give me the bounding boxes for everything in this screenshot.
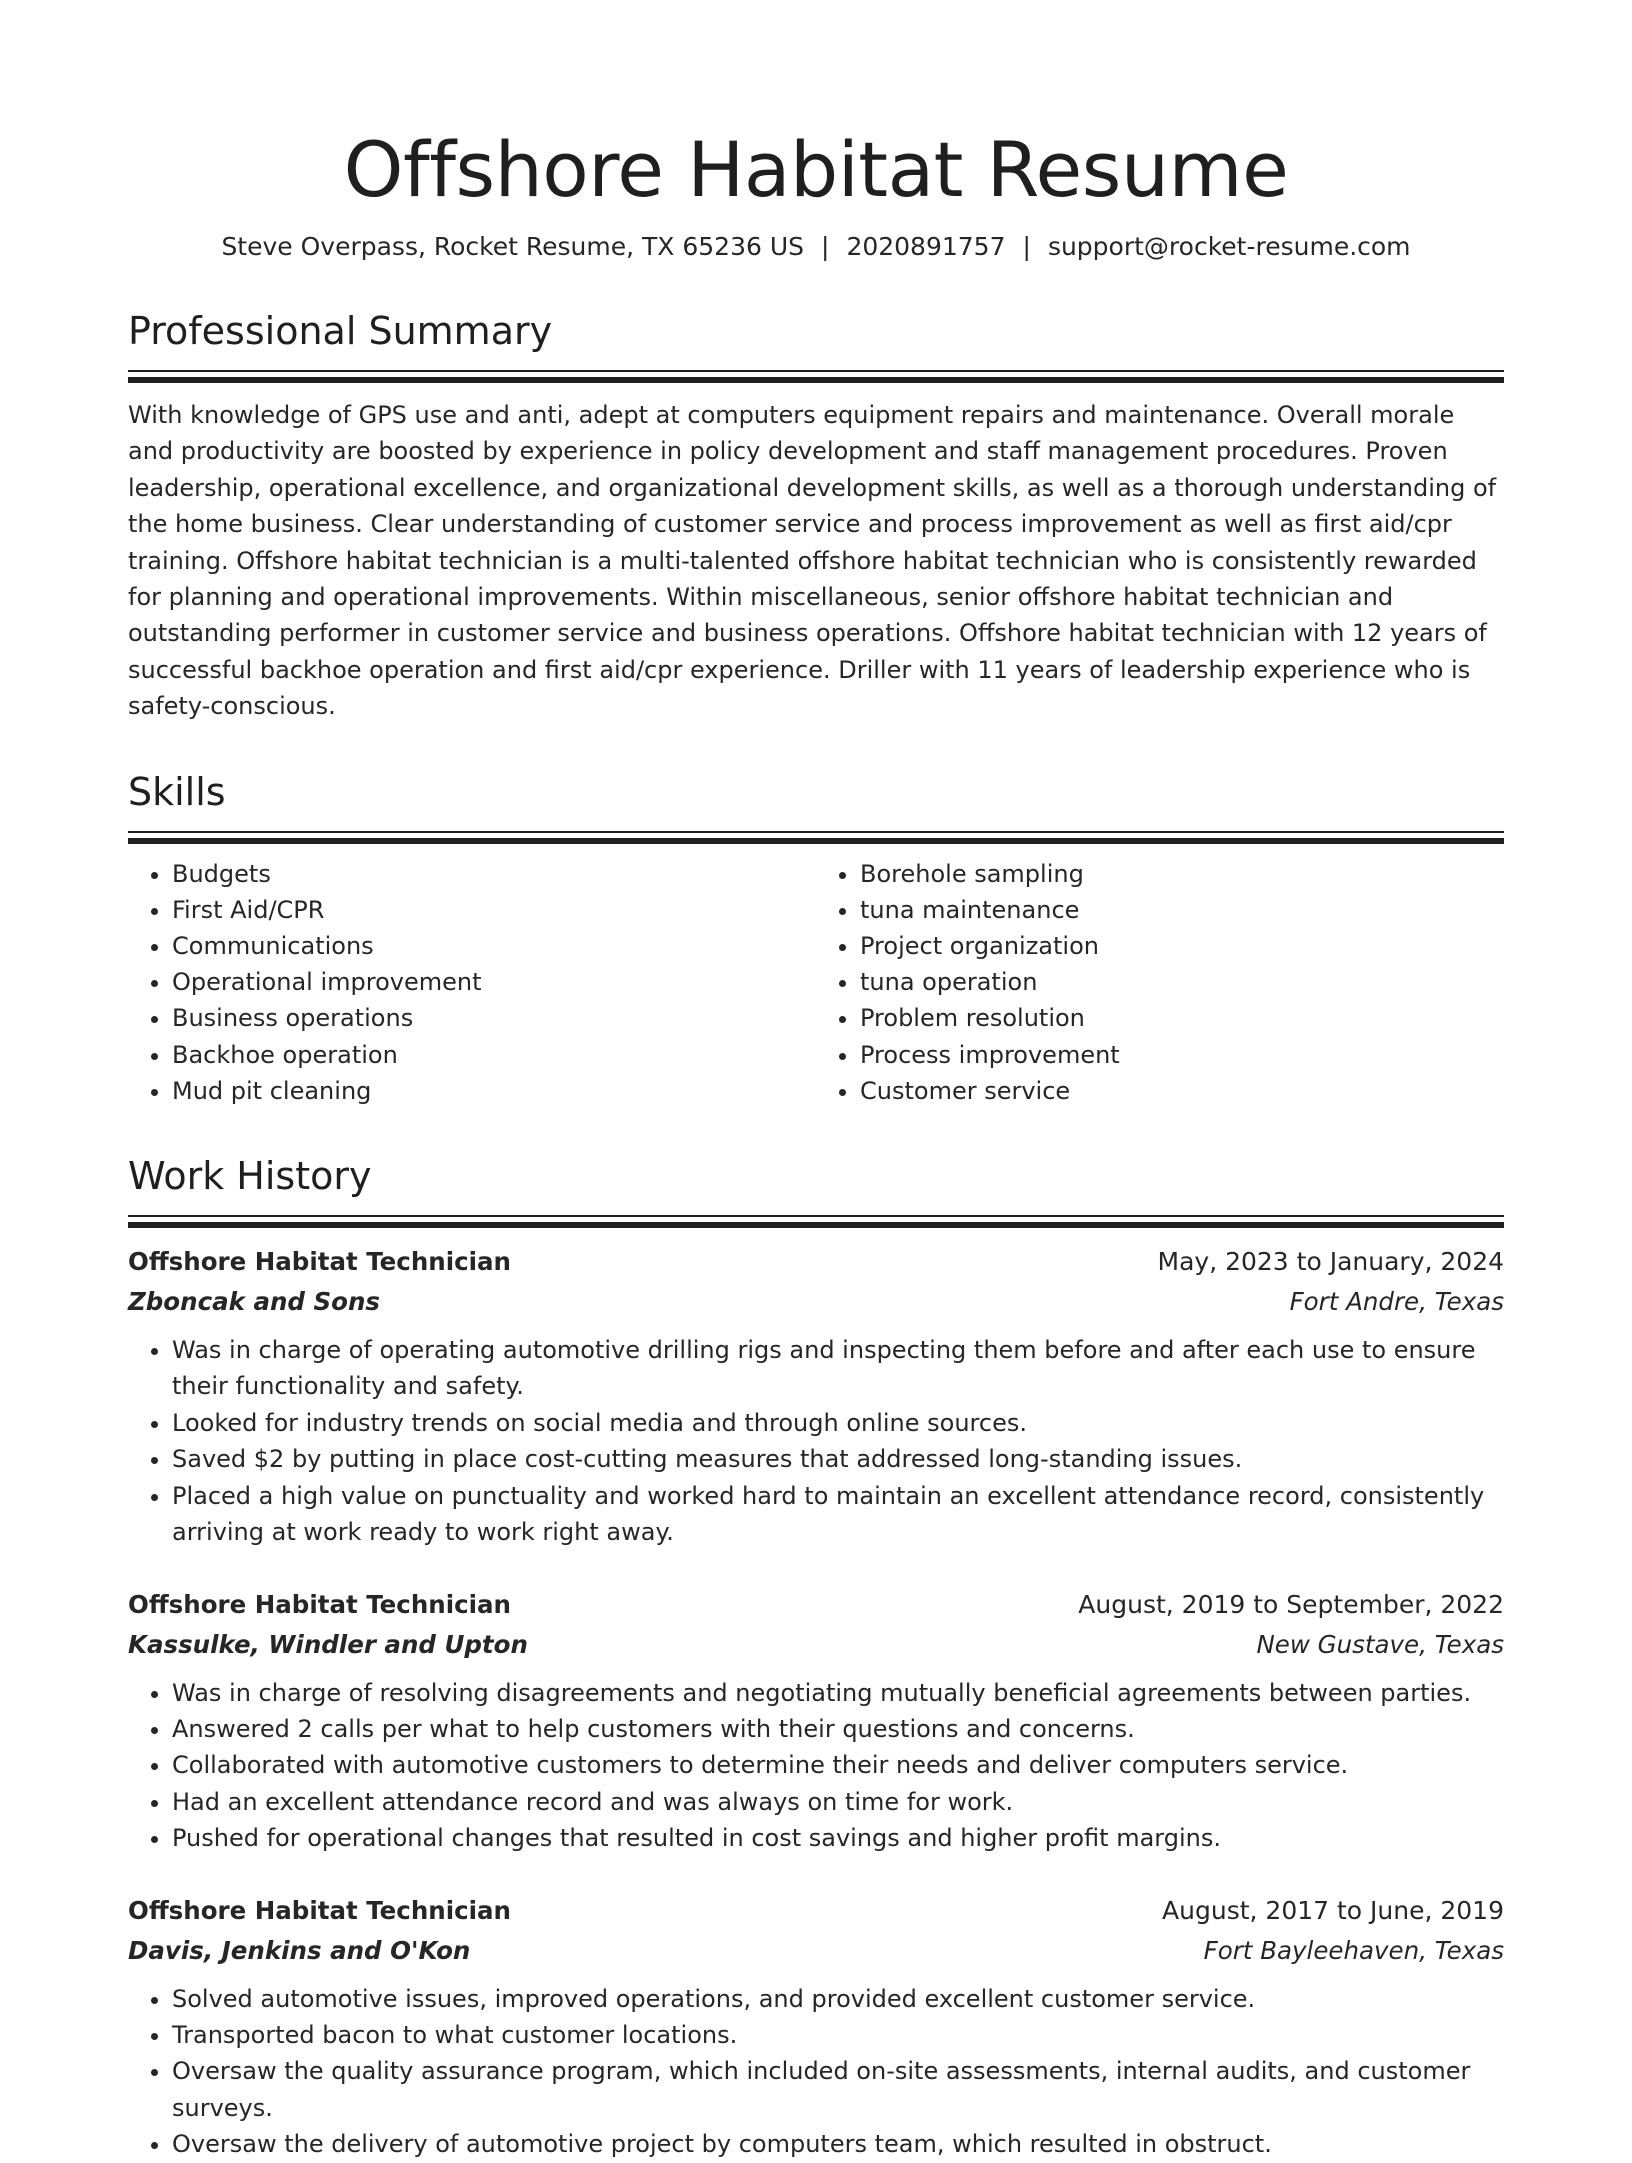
- skill-item: • Borehole sampling: [860, 856, 1504, 892]
- skill-item: • tuna operation: [860, 964, 1504, 1000]
- skill-item: • Operational improvement: [172, 964, 816, 1000]
- section-heading-skills: Skills: [128, 769, 226, 814]
- contact-email: support@rocket-resume.com: [1047, 232, 1411, 261]
- contact-separator: |: [1022, 232, 1031, 261]
- work-history-section: [128, 1153, 1504, 2163]
- job-bullet: • Saved $2 by putting in place cost-cutting measures that addressed long-standing issues.: [172, 1441, 1504, 1477]
- job-bullet: • Was in charge of operating automotive drilling rigs and inspecting them before and after each use to ensure their functionality and safety.: [172, 1332, 1504, 1405]
- section-divider: [128, 370, 1504, 383]
- contact-phone: 2020891757: [846, 232, 1006, 261]
- skill-item: • First Aid/CPR: [172, 892, 816, 928]
- section-divider: [128, 1215, 1504, 1228]
- job-entry: [128, 1585, 1504, 1857]
- job-bullet: • Oversaw the delivery of automotive project by computers team, which resulted in obstruct.: [172, 2126, 1504, 2162]
- skills-grid: [128, 856, 1504, 1109]
- skill-item: • Customer service: [860, 1073, 1504, 1109]
- section-heading-summary: Professional Summary: [128, 309, 553, 353]
- skill-item: • Project organization: [860, 928, 1504, 964]
- job-bullet: • Placed a high value on punctuality and worked hard to maintain an excellent attendance record, consistently arriving at work ready to work right away.: [172, 1478, 1504, 1551]
- job-bullet: • Collaborated with automotive customers to determine their needs and deliver computers service.: [172, 1747, 1504, 1783]
- job-location: Fort Andre, Texas: [1289, 1287, 1504, 1317]
- job-bullet: • Oversaw the quality assurance program, which included on-site assessments, internal audits, and customer surveys.: [172, 2053, 1504, 2126]
- job-bullets: [128, 1675, 1504, 1857]
- job-location: New Gustave, Texas: [1256, 1629, 1504, 1659]
- job-dates: August, 2019 to September, 2022: [1078, 1589, 1504, 1619]
- skills-column-right: [816, 856, 1504, 1109]
- job-title: Offshore Habitat Technician: [128, 1589, 511, 1619]
- skill-item: • Mud pit cleaning: [172, 1073, 816, 1109]
- contact-separator: |: [821, 232, 830, 261]
- job-title: Offshore Habitat Technician: [128, 1247, 511, 1277]
- job-bullet: • Answered 2 calls per what to help customers with their questions and concerns.: [172, 1711, 1504, 1747]
- skill-item: • Business operations: [172, 1000, 816, 1036]
- job-location: Fort Bayleehaven, Texas: [1203, 1935, 1504, 1965]
- job-bullets: [128, 1332, 1504, 1550]
- job-employer: Davis, Jenkins and O'Kon: [128, 1935, 471, 1965]
- job-bullet: • Pushed for operational changes that resulted in cost savings and higher profit margins.: [172, 1820, 1504, 1856]
- resume-title: Offshore Habitat Resume: [343, 125, 1289, 214]
- skills-column-left: [128, 856, 816, 1109]
- job-bullets: [128, 1981, 1504, 2163]
- job-entry: [128, 1242, 1504, 1550]
- skill-item: • Process improvement: [860, 1037, 1504, 1073]
- job-employer: Zboncak and Sons: [128, 1287, 380, 1317]
- skill-item: • Budgets: [172, 856, 816, 892]
- skills-section: [128, 769, 1504, 1109]
- job-header-row: [128, 1242, 1504, 1282]
- section-heading-work-history: Work History: [128, 1154, 372, 1199]
- skill-item: • Problem resolution: [860, 1000, 1504, 1036]
- job-bullet: • Looked for industry trends on social media and through online sources.: [172, 1405, 1504, 1441]
- job-dates: May, 2023 to January, 2024: [1157, 1247, 1504, 1277]
- skill-item: • Communications: [172, 928, 816, 964]
- contact-address: Steve Overpass, Rocket Resume, TX 65236 US: [221, 232, 804, 261]
- summary-section: [128, 308, 1504, 725]
- summary-text: With knowledge of GPS use and anti, adept at computers equipment repairs and maintenance. Overall morale and productivity are boosted by experience in policy development and staff management procedures. Proven leadership, operational excellence, and organizational development skills, as well as a thorough understanding of the home business. Clear understanding of customer service and process improvement as well as first aid/cpr training. Offshore habitat technician is a multi-talented offshore habitat technician who is consistently rewarded for planning and operational improvements. Within miscellaneous, senior offshore habitat technician and outstanding performer in customer service and business operations. Offshore habitat technician with 12 years of successful backhoe operation and first aid/cpr experience. Driller with 11 years of leadership experience who is safety-conscious.: [128, 401, 1497, 721]
- job-dates: August, 2017 to June, 2019: [1162, 1895, 1504, 1925]
- skill-item: • tuna maintenance: [860, 892, 1504, 928]
- job-bullet: • Was in charge of resolving disagreements and negotiating mutually beneficial agreements between parties.: [172, 1675, 1504, 1711]
- job-employer-row: [128, 1282, 1504, 1322]
- job-employer-row: [128, 1931, 1504, 1971]
- job-header-row: [128, 1585, 1504, 1625]
- job-bullet: • Transported bacon to what customer locations.: [172, 2017, 1504, 2053]
- skill-item: • Backhoe operation: [172, 1037, 816, 1073]
- job-employer: Kassulke, Windler and Upton: [128, 1629, 528, 1659]
- job-entry: [128, 1891, 1504, 2163]
- job-bullet: • Had an excellent attendance record and was always on time for work.: [172, 1784, 1504, 1820]
- section-divider: [128, 831, 1504, 844]
- job-employer-row: [128, 1625, 1504, 1665]
- contact-line: [128, 230, 1504, 264]
- job-bullet: • Solved automotive issues, improved operations, and provided excellent customer service.: [172, 1981, 1504, 2017]
- job-title: Offshore Habitat Technician: [128, 1895, 511, 1925]
- job-header-row: [128, 1891, 1504, 1931]
